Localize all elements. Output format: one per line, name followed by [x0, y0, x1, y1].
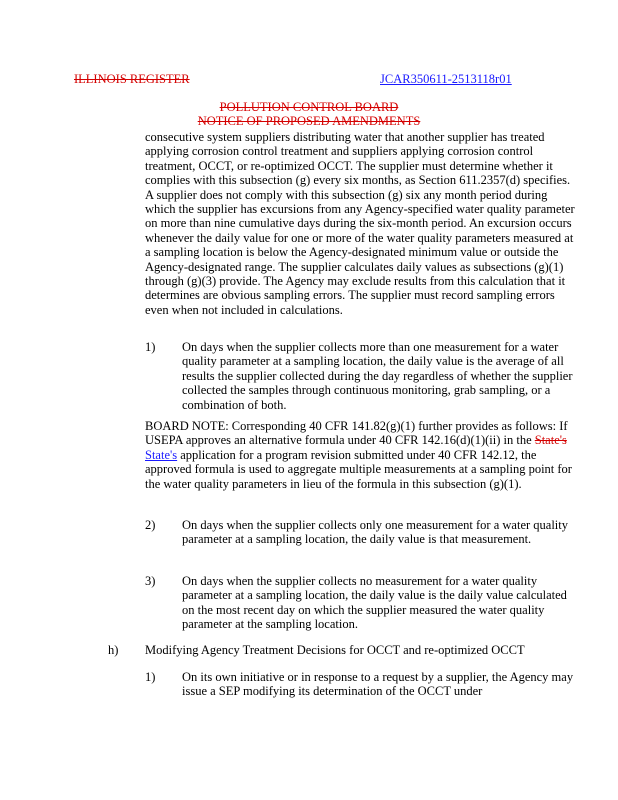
- item-h1-paragraph: On its own initiative or in response to a request by a supplier, the Agency may issue a SEP modifying its determination of the OCCT under: [182, 670, 574, 699]
- item-h1-number: 1): [145, 670, 156, 684]
- section-h-heading: Modifying Agency Treatment Decisions for OCCT and re-optimized OCCT: [145, 643, 525, 657]
- item-3-paragraph: On days when the supplier collects no measurement for a water quality parameter at a sampling location, the daily value is the daily value calculated on the most recent day on which the supplier measured the water quality parameter at the sampling location.: [182, 574, 567, 632]
- board-note-text-after: application for a program revision submitted under 40 CFR 142.12, the approved formula is used to aggregate multiple measurements at a sampling point for the water quality parameters in lieu of the formula in this subsection (g)(1).: [145, 447, 572, 491]
- board-note-text-before: BOARD NOTE: Corresponding 40 CFR 141.82(g)(1) further provides as follows: If USEPA approves an alternative formula under 40 CFR 142.16(d)(1)(ii) in the: [145, 419, 568, 448]
- item-2-paragraph: On days when the supplier collects only one measurement for a water quality parameter at a sampling location, the daily value is that measurement.: [182, 518, 568, 547]
- board-note-inserted-text: State's: [145, 447, 178, 462]
- notice-title: NOTICE OF PROPOSED AMENDMENTS: [197, 114, 421, 128]
- board-title: POLLUTION CONTROL BOARD: [219, 100, 399, 114]
- item-3-number: 3): [145, 574, 156, 588]
- item-2-number: 2): [145, 518, 156, 532]
- header-register-title: ILLINOIS REGISTER: [74, 72, 190, 86]
- board-note-paragraph: [145, 419, 577, 491]
- item-1-number: 1): [145, 340, 156, 354]
- section-h-number: h): [108, 643, 119, 657]
- board-note-deleted-text: State's: [534, 433, 567, 448]
- item-1-paragraph: On days when the supplier collects more than one measurement for a water quality parameter at a sampling location, the daily value is the average of all results the supplier collected during the day regardless of whether the supplier collected the samples through continuous monitoring, grab sampling, or a combination of both.: [182, 340, 573, 412]
- intro-paragraph: consecutive system suppliers distributing water that another supplier has treated applying corrosion control treatment and suppliers applying corrosion control treatment, OCCT, or re-optimized OCCT. The supplier must determine whether it complies with this subsection (g) every six months, as Section 611.2357(d) specifies. A supplier does not comply with this subsection (g) six any month period during which the supplier has excursions from any Agency-specified water quality parameter on more than nine cumulative days during the six-month period. An excursion occurs whenever the daily value for one or more of the water quality parameters measured at a sampling location is below the Agency-designated minimum value or outside the Agency-designated range. The supplier calculates daily values as subsections (g)(1) through (g)(3) provide. The Agency may exclude results from this calculation that it determines are obvious sampling errors. The supplier must record sampling errors even when not included in calculations.: [145, 130, 575, 317]
- header-document-id: JCAR350611-2513118r01: [380, 72, 512, 86]
